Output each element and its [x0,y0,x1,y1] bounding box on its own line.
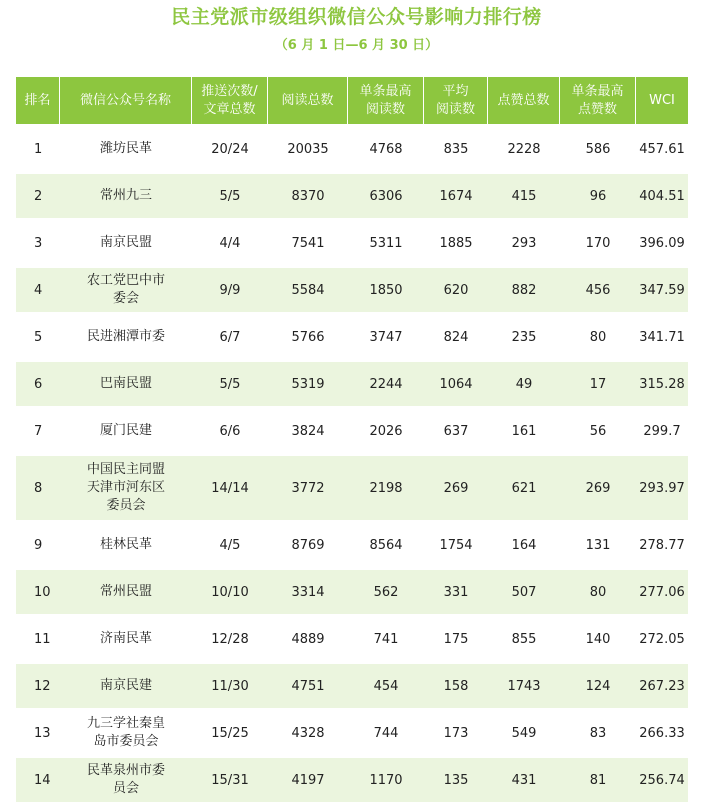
cell-wci: 256.74 [636,758,688,802]
cell-max-likes: 80 [560,570,636,614]
cell-account-name: 济南民革 [60,617,192,661]
cell-avg-reads: 1674 [424,174,488,218]
cell-wci: 293.97 [636,456,688,520]
column-header-avg-reads: 平均 阅读数 [424,77,488,124]
cell-rank: 8 [16,456,60,520]
cell-avg-reads: 1064 [424,362,488,406]
cell-total-likes: 164 [488,523,560,567]
cell-rank: 9 [16,523,60,567]
cell-max-likes: 170 [560,221,636,265]
cell-max-reads: 8564 [348,523,424,567]
cell-avg-reads: 158 [424,664,488,708]
cell-wci: 277.06 [636,570,688,614]
cell-total-reads: 5319 [268,362,348,406]
cell-total-likes: 49 [488,362,560,406]
cell-max-reads: 4768 [348,127,424,171]
table-row [16,315,688,359]
cell-max-reads: 5311 [348,221,424,265]
cell-total-reads: 8370 [268,174,348,218]
column-header-account-name: 微信公众号名称 [60,77,192,124]
table-row [16,268,688,312]
cell-max-reads: 741 [348,617,424,661]
header-row [16,77,688,124]
cell-push-count: 12/28 [192,617,268,661]
cell-wci: 299.7 [636,409,688,453]
cell-total-likes: 855 [488,617,560,661]
cell-max-likes: 131 [560,523,636,567]
cell-max-likes: 80 [560,315,636,359]
cell-account-name: 常州民盟 [60,570,192,614]
column-header-total-likes: 点赞总数 [488,77,560,124]
cell-account-name: 民进湘潭市委 [60,315,192,359]
cell-account-name: 民革泉州市委 员会 [60,758,192,802]
cell-max-reads: 6306 [348,174,424,218]
cell-total-likes: 549 [488,711,560,755]
table-row [16,758,688,802]
cell-total-reads: 5584 [268,268,348,312]
cell-total-reads: 5766 [268,315,348,359]
cell-total-likes: 415 [488,174,560,218]
cell-push-count: 15/31 [192,758,268,802]
cell-rank: 6 [16,362,60,406]
cell-rank: 10 [16,570,60,614]
cell-rank: 2 [16,174,60,218]
cell-total-reads: 7541 [268,221,348,265]
cell-account-name: 常州九三 [60,174,192,218]
cell-max-reads: 454 [348,664,424,708]
cell-max-reads: 2026 [348,409,424,453]
cell-push-count: 6/7 [192,315,268,359]
cell-wci: 396.09 [636,221,688,265]
cell-rank: 4 [16,268,60,312]
cell-total-reads: 4751 [268,664,348,708]
cell-max-likes: 269 [560,456,636,520]
cell-push-count: 5/5 [192,174,268,218]
cell-avg-reads: 1754 [424,523,488,567]
table-row [16,174,688,218]
cell-avg-reads: 637 [424,409,488,453]
cell-total-reads: 3824 [268,409,348,453]
cell-max-reads: 3747 [348,315,424,359]
cell-total-likes: 2228 [488,127,560,171]
cell-rank: 14 [16,758,60,802]
cell-rank: 12 [16,664,60,708]
table-row [16,409,688,453]
cell-account-name: 南京民盟 [60,221,192,265]
cell-rank: 5 [16,315,60,359]
cell-total-likes: 235 [488,315,560,359]
cell-max-likes: 456 [560,268,636,312]
cell-total-reads: 3314 [268,570,348,614]
cell-max-reads: 562 [348,570,424,614]
table-row [16,456,688,520]
cell-total-reads: 4328 [268,711,348,755]
column-header-wci: WCI [636,77,688,124]
cell-wci: 267.23 [636,664,688,708]
column-header-max-likes: 单条最高 点赞数 [560,77,636,124]
cell-push-count: 9/9 [192,268,268,312]
cell-push-count: 10/10 [192,570,268,614]
cell-push-count: 6/6 [192,409,268,453]
cell-rank: 3 [16,221,60,265]
cell-avg-reads: 835 [424,127,488,171]
cell-max-likes: 56 [560,409,636,453]
cell-push-count: 5/5 [192,362,268,406]
cell-total-likes: 161 [488,409,560,453]
cell-avg-reads: 175 [424,617,488,661]
cell-avg-reads: 1885 [424,221,488,265]
cell-account-name: 潍坊民革 [60,127,192,171]
table-row [16,127,688,171]
date-range-subtitle: （6 月 1 日—6 月 30 日） [274,38,439,53]
cell-max-likes: 96 [560,174,636,218]
cell-max-reads: 1850 [348,268,424,312]
cell-max-reads: 744 [348,711,424,755]
cell-rank: 11 [16,617,60,661]
table-row [16,523,688,567]
cell-push-count: 20/24 [192,127,268,171]
cell-avg-reads: 135 [424,758,488,802]
cell-wci: 278.77 [636,523,688,567]
cell-account-name: 桂林民革 [60,523,192,567]
cell-max-likes: 81 [560,758,636,802]
cell-avg-reads: 331 [424,570,488,614]
table-row [16,221,688,265]
cell-max-likes: 17 [560,362,636,406]
cell-total-reads: 3772 [268,456,348,520]
cell-account-name: 南京民建 [60,664,192,708]
column-header-total-reads: 阅读总数 [268,77,348,124]
cell-push-count: 15/25 [192,711,268,755]
cell-push-count: 4/5 [192,523,268,567]
cell-push-count: 4/4 [192,221,268,265]
cell-total-likes: 621 [488,456,560,520]
table-row [16,362,688,406]
cell-total-reads: 4889 [268,617,348,661]
cell-max-reads: 1170 [348,758,424,802]
cell-avg-reads: 824 [424,315,488,359]
cell-wci: 266.33 [636,711,688,755]
table-row [16,570,688,614]
cell-total-likes: 507 [488,570,560,614]
cell-wci: 457.61 [636,127,688,171]
cell-rank: 13 [16,711,60,755]
cell-max-likes: 140 [560,617,636,661]
column-header-rank: 排名 [16,77,60,124]
cell-push-count: 11/30 [192,664,268,708]
cell-wci: 341.71 [636,315,688,359]
cell-push-count: 14/14 [192,456,268,520]
table-header [16,77,688,124]
cell-max-reads: 2244 [348,362,424,406]
column-header-push-count: 推送次数/ 文章总数 [192,77,268,124]
cell-max-likes: 83 [560,711,636,755]
cell-wci: 315.28 [636,362,688,406]
cell-account-name: 中国民主同盟 天津市河东区 委员会 [60,456,192,520]
cell-wci: 272.05 [636,617,688,661]
column-header-max-reads: 单条最高 阅读数 [348,77,424,124]
cell-max-likes: 124 [560,664,636,708]
cell-account-name: 巴南民盟 [60,362,192,406]
cell-total-likes: 431 [488,758,560,802]
table-body [16,127,688,802]
table-row [16,617,688,661]
cell-max-likes: 586 [560,127,636,171]
cell-rank: 7 [16,409,60,453]
cell-avg-reads: 620 [424,268,488,312]
cell-total-likes: 293 [488,221,560,265]
cell-max-reads: 2198 [348,456,424,520]
cell-total-reads: 20035 [268,127,348,171]
cell-avg-reads: 269 [424,456,488,520]
cell-total-reads: 4197 [268,758,348,802]
table-row [16,711,688,755]
cell-account-name: 厦门民建 [60,409,192,453]
cell-wci: 404.51 [636,174,688,218]
cell-avg-reads: 173 [424,711,488,755]
table-row [16,664,688,708]
cell-wci: 347.59 [636,268,688,312]
page-title: 民主党派市级组织微信公众号影响力排行榜 [171,6,542,28]
cell-account-name: 农工党巴中市 委会 [60,268,192,312]
cell-rank: 1 [16,127,60,171]
cell-total-likes: 882 [488,268,560,312]
cell-total-likes: 1743 [488,664,560,708]
ranking-table [16,74,688,805]
cell-account-name: 九三学社秦皇 岛市委员会 [60,711,192,755]
cell-total-reads: 8769 [268,523,348,567]
